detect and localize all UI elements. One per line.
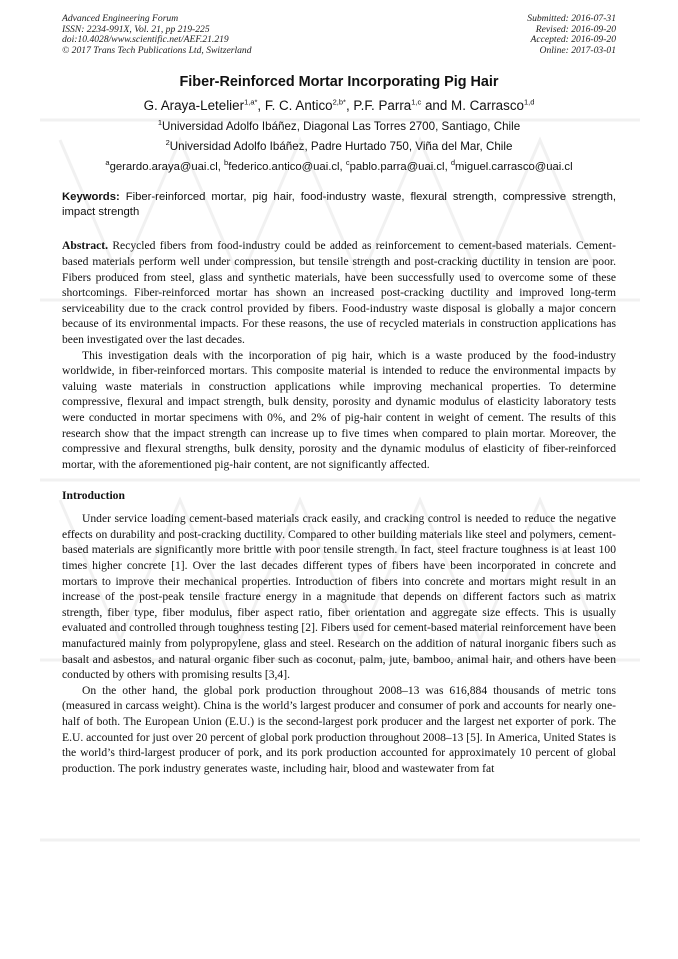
- abstract-label: Abstract.: [62, 239, 109, 253]
- body-paragraph: On the other hand, the global pork production throughout 2008–13 was 616,884 thousands of metric tons (measured in carcass weight). China is the world’s largest producer and consumer of pork and accounts for nearly one-half of both. The European Union (E.U.) is the second-largest pork producer and the largest net exporter of pork. The E.U. accounted for just over 20 percent of global pork production throughout 2008–13 [5]. In America, United States is the world’s third-largest producer of pork, and its pork production accounted for approximately 10 percent of global production. The pork industry generates waste, including hair, blood and wastewater from fat: [62, 683, 616, 775]
- body-paragraph: Under service loading cement-based materials crack easily, and cracking control is needed to reduce the negative effects on durability and post-cracking ductility. Compared to other building materials like steel and polymers, cement-based materials are significantly more brittle with poor tensile strength. In fact, steel fracture toughness is at least 100 times higher concrete [1]. Over the last decades different types of fibers have been incorporated in concrete and mortars to improve their mechanical properties. Introduction of fibers into concrete and mortars might result in an increase of the post-peak tensile fracture energy in a magnitude that depends on different factors such as matrix strength, fiber type, fiber modulus, fiber aspect ratio, fiber orientation and aggregate size effects. This is usually evaluated and controlled through toughness testing [2]. Fibers used for cement-based material reinforcement have been manufactured mainly from polypropylene, glass and steel. Research on the addition of natural inorganic fibers such as basalt and asbestos, and natural organic fiber such as coconut, palm, jute, bamboo, animal hair, and others have been conducted by others with promising results [3,4].: [62, 512, 616, 682]
- journal-issn: ISSN: 2234-991X, Vol. 21, pp 219-225: [62, 23, 210, 35]
- author-and: and: [421, 98, 452, 114]
- author-affiliation-marker: 1,d: [523, 97, 535, 107]
- journal-copyright: © 2017 Trans Tech Publications Ltd, Switzerland: [62, 44, 252, 56]
- email-marker: c: [345, 158, 350, 168]
- author-affiliation-marker: 1,a*: [244, 97, 258, 107]
- affiliation-marker: 2: [165, 138, 170, 148]
- author-emails: $^a$gerardo.araya@uai.cl, $^b$federico.antico@uai.cl, $^c$pablo.parra@uai.cl, $^d$miguel.carrasco@uai.cl: [105, 158, 573, 174]
- email-link[interactable]: federico.antico@uai.cl: [228, 161, 340, 174]
- email-link[interactable]: miguel.carrasco@uai.cl: [455, 161, 573, 174]
- email-marker: d: [450, 158, 456, 168]
- author-separator: ,: [257, 98, 265, 114]
- author-name: G. Araya-Letelier: [143, 98, 245, 114]
- author-list: [62, 98, 616, 113]
- journal-header: [62, 14, 616, 56]
- paper-title: Fiber-Reinforced Mortar Incorporating Pig Hair: [179, 74, 499, 91]
- section-heading-introduction: Introduction: [62, 489, 125, 503]
- author-affiliation-marker: 1,c: [411, 97, 422, 107]
- email-link[interactable]: gerardo.araya@uai.cl: [109, 161, 218, 174]
- abstract-text: Recycled fibers from food-industry could be added as reinforcement to cement-based materials. Cement-based materials perform well under compression, but tensile strength and post-cracking ductility in tension are poor. Fibers produced from steel, glass and synthetic materials, have been successfully used to overcome some of these shortcomings. Fiber-reinforced mortar has shown an increased post-cracking ductility and improved long-term serviceability due to the crack control provided by fibers. Food-industry waste disposal is globally a major concern because of its environmental impacts. For these reasons, the use of recycled materials in construction applications has been investigated over the last decades.: [62, 239, 616, 346]
- journal-info: [62, 14, 252, 56]
- author-affiliation-marker: 2,b*: [332, 97, 346, 107]
- abstract-paragraph: This investigation deals with the incorporation of pig hair, which is a waste produced by the food-industry worldwide, in fiber-reinforced mortars. This composite material is intended to reduce the environmental impacts by valuing waste materials in construction applications while improving mechanical properties. To determine compressive, flexural and impact strength, bulk density, porosity and dynamic modulus of elasticity laboratory tests were conducted in mortar specimens with 0%, and 2% of pig-hair content in weight of cement. The results of this research show that the impact strength can increase up to five times when compared to plain mortar. Moreover, the compressive and flexural strengths, bulk density, porosity and the dynamic modulus of elasticity of fiber-reinforced mortar, with the aforementioned pig-hair content, are not significantly affected.: [62, 348, 616, 471]
- keywords: [62, 190, 616, 220]
- email-link[interactable]: pablo.parra@uai.cl: [349, 161, 445, 174]
- date-online: Online: 2017-03-01: [539, 44, 616, 56]
- affiliation: [62, 140, 616, 153]
- introduction-body: [62, 511, 616, 776]
- affiliation-text: Universidad Adolfo Ibáñez, Padre Hurtado 750, Viña del Mar, Chile: [169, 140, 513, 154]
- author-name: F. C. Antico: [264, 98, 333, 114]
- affiliation-marker: 1: [157, 118, 163, 128]
- author-name: M. Carrasco: [451, 98, 524, 114]
- abstract: [62, 238, 616, 472]
- abstract-paragraph: [62, 238, 616, 347]
- email-marker: a: [105, 158, 110, 168]
- keywords-label: Keywords:: [62, 191, 120, 204]
- journal-doi[interactable]: doi:10.4028/www.scientific.net/AEF.21.219: [62, 34, 229, 46]
- author-separator: ,: [345, 98, 354, 114]
- affiliation-text: Universidad Adolfo Ibáñez, Diagonal Las Torres 2700, Santiago, Chile: [162, 120, 521, 134]
- author-name: P.F. Parra: [353, 98, 412, 114]
- affiliation: [62, 120, 616, 133]
- publication-dates: [527, 14, 616, 56]
- journal-name: Advanced Engineering Forum: [62, 13, 179, 24]
- date-submitted: Submitted: 2016-07-31: [527, 13, 616, 24]
- keywords-text: Fiber-reinforced mortar, pig hair, food-industry waste, flexural strength, compressive strength, impact strength: [62, 191, 616, 219]
- date-revised: Revised: 2016-09-20: [535, 23, 616, 35]
- email-marker: b: [224, 158, 229, 168]
- date-accepted: Accepted: 2016-09-20: [530, 34, 616, 46]
